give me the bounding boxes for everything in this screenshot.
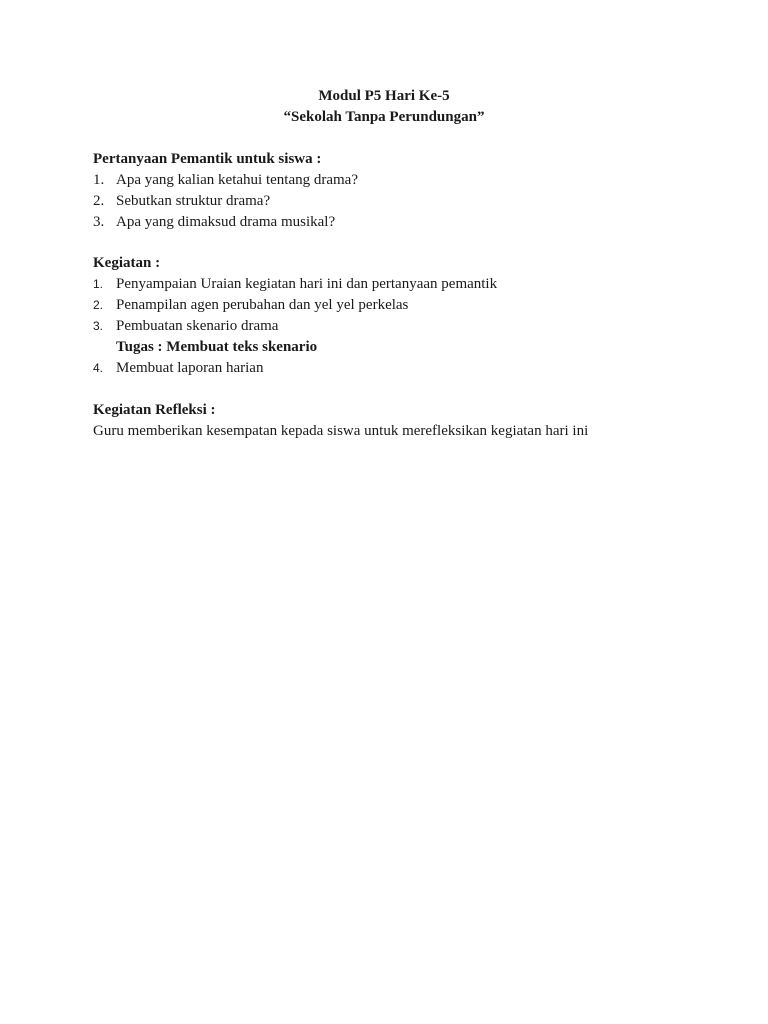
list-number: 2. [93,298,104,312]
title-block [0,86,768,128]
list-item [93,212,713,233]
list-item [93,170,713,191]
document-title: Modul P5 Hari Ke-5 [318,88,450,104]
list-number: 4. [93,361,104,375]
list-item-text: Apa yang dimaksud drama musikal? [116,214,336,230]
list-item-text: Apa yang kalian ketahui tentang drama? [116,172,358,188]
list-item-text: Penyampaian Uraian kegiatan hari ini dan pertanyaan pemantik [116,276,498,292]
list-item [93,358,713,379]
list-number: 1. [93,172,105,188]
reflection-text: Guru memberikan kesempatan kepada siswa untuk merefleksikan kegiatan hari ini [93,423,589,439]
activities-list-continued [93,358,713,379]
questions-heading: Pertanyaan Pemantik untuk siswa : [93,151,322,167]
list-item [93,191,713,212]
list-item [93,295,713,316]
activities-list [93,274,713,337]
list-item [93,316,713,337]
reflection-section [93,400,713,442]
list-number: 3. [93,214,105,230]
list-number: 2. [93,193,105,209]
questions-section [93,149,713,233]
list-item-text: Pembuatan skenario drama [116,318,279,334]
activities-section [93,253,713,379]
list-item [93,274,713,295]
list-item-text: Penampilan agen perubahan dan yel yel perkelas [116,297,409,313]
activities-heading: Kegiatan : [93,255,161,271]
task-line: Tugas : Membuat teks skenario [116,339,318,355]
document-subtitle: “Sekolah Tanpa Perundungan” [283,109,485,125]
list-item-text: Membuat laporan harian [116,360,264,376]
questions-list [93,170,713,233]
list-number: 1. [93,277,104,291]
reflection-heading: Kegiatan Refleksi : [93,402,216,418]
list-item-text: Sebutkan struktur drama? [116,193,271,209]
list-number: 3. [93,319,104,333]
